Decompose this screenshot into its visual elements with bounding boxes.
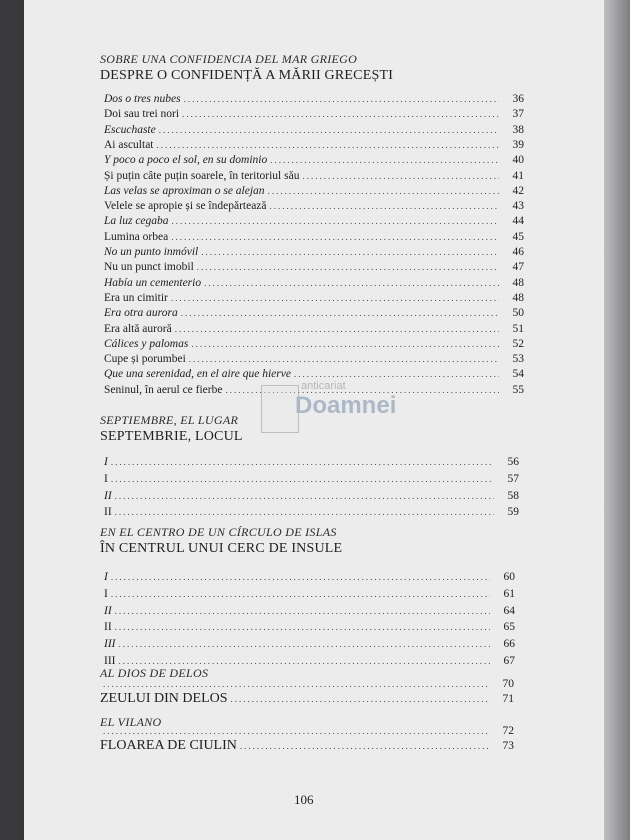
toc-entry [104, 337, 524, 351]
toc-entry-label: Nu un punct imobil [104, 261, 194, 274]
toc-entry [104, 184, 524, 198]
toc-entry [104, 92, 524, 106]
toc-entry-page: 72 [502, 725, 514, 737]
toc-entry [104, 637, 515, 651]
toc-entry [104, 199, 524, 213]
toc-entry-label: II [104, 506, 112, 519]
leader-dots [111, 570, 490, 584]
leader-dots [175, 322, 499, 336]
toc-entry [104, 352, 524, 366]
toc-entry [104, 455, 519, 469]
toc-entry [100, 739, 514, 753]
leader-dots [115, 489, 494, 503]
toc-entry-label: Dos o tres nubes [104, 93, 181, 105]
leader-dots [181, 306, 499, 320]
toc-entry [100, 677, 514, 691]
toc-entry-page: 66 [503, 638, 515, 651]
toc-entry-page: 47 [512, 261, 524, 274]
toc-entry-label: Velele se apropie și se îndepărtează [104, 200, 267, 213]
leader-dots [184, 92, 499, 106]
toc-entry [100, 692, 514, 706]
toc-entry-page: 42 [512, 184, 524, 197]
toc-entry [104, 322, 524, 336]
toc-entry-label: III [104, 638, 116, 651]
toc-entry [104, 107, 524, 121]
leader-dots [111, 455, 494, 469]
toc-entry-page: 52 [512, 337, 524, 350]
toc-entry-page: 64 [503, 604, 515, 617]
toc-entry-page: 48 [512, 276, 524, 289]
toc-entry-label: I [104, 456, 108, 468]
toc-entry [104, 245, 524, 259]
toc-entry-page: 70 [502, 678, 514, 690]
toc-entry [104, 123, 524, 137]
toc-entry-label: Las velas se aproximan o se alejan [104, 184, 265, 197]
toc-entry-page: 58 [507, 489, 519, 502]
toc-entry-page: 57 [507, 472, 519, 485]
leader-dots [182, 107, 499, 121]
toc-entry-page: 71 [502, 693, 514, 706]
watermark-text-main: Doamnei [295, 392, 397, 419]
toc-entry-label: Lumina orbea [104, 230, 169, 243]
toc-entry-label: Ai ascultat [104, 138, 154, 151]
leader-dots [240, 739, 489, 753]
section-title-spanish: AL DIOS DE DELOS [100, 666, 209, 680]
books-icon [261, 385, 299, 433]
toc-entry-page: 56 [507, 456, 519, 468]
toc-entry-label: I [104, 472, 108, 485]
toc-entry [104, 276, 524, 290]
leader-dots [191, 337, 499, 351]
toc-entry [104, 138, 524, 152]
leader-dots [171, 291, 499, 305]
toc-entry-label: Cupe și porumbei [104, 353, 186, 366]
toc-entry-label: Escuchaste [104, 123, 156, 136]
toc-entry [104, 169, 524, 183]
leader-dots [231, 692, 489, 706]
leader-dots [111, 587, 490, 601]
watermark-text-top: anticariat [301, 380, 346, 392]
toc-entry-page: 37 [512, 108, 524, 121]
toc-entry [104, 604, 515, 618]
toc-entry [104, 472, 519, 486]
section-title-spanish: SEPTIEMBRE, EL LUGAR [100, 413, 239, 427]
section-title-spanish: EL VILANO [100, 715, 162, 729]
book-page [24, 0, 604, 840]
toc-entry-page: 45 [512, 230, 524, 243]
toc-entry-label: Cálices y palomas [104, 337, 189, 350]
toc-entry-label: Era altă auroră [104, 322, 172, 335]
leader-dots [268, 184, 499, 198]
leader-dots [189, 352, 499, 366]
leader-dots [270, 199, 499, 213]
section-title-romanian: SEPTEMBRIE, LOCUL [100, 429, 243, 444]
toc-entry [104, 230, 524, 244]
toc-entry-page: 44 [512, 215, 524, 228]
toc-entry-label: Que una serenidad, en el aire que hierve [104, 368, 291, 381]
leader-dots [119, 637, 491, 651]
toc-entry [104, 214, 524, 228]
toc-entry-label: Era otra aurora [104, 307, 178, 320]
toc-entry [104, 505, 519, 519]
toc-entry [104, 489, 519, 503]
section-title-romanian: DESPRE O CONFIDENȚĂ A MĂRII GRECEȘTI [100, 68, 394, 83]
toc-section-3 [100, 525, 342, 557]
toc-entry-label: II [104, 604, 112, 617]
toc-entry-label: ZEULUI DIN DELOS [100, 691, 228, 707]
toc-entry-page: 41 [512, 169, 524, 182]
leader-dots [115, 505, 494, 519]
leader-dots [111, 472, 494, 486]
toc-entry-label: La luz cegaba [104, 215, 169, 228]
toc-entry-page: 39 [512, 138, 524, 151]
toc-entry-label: II [104, 489, 112, 502]
toc-entry-page: 43 [512, 200, 524, 213]
leader-dots [171, 230, 499, 244]
toc-section-1 [100, 52, 393, 84]
toc-entry-page: 38 [512, 123, 524, 136]
watermark-logo [261, 380, 431, 430]
toc-entry-page: 65 [503, 621, 515, 634]
toc-entry-page: 48 [512, 291, 524, 304]
section-title-spanish: SOBRE UNA CONFIDENCIA DEL MAR GRIEGO [100, 52, 358, 66]
leader-dots [159, 123, 499, 137]
leader-dots [302, 169, 499, 183]
toc-entry-page: 55 [512, 383, 524, 396]
section-title-spanish: EN EL CENTRO DE UN CÍRCULO DE ISLAS [100, 525, 337, 539]
toc-entry-page: 59 [507, 506, 519, 519]
toc-entry [104, 260, 524, 274]
toc-entry-page: 73 [502, 740, 514, 753]
toc-entry-page: 46 [512, 246, 524, 258]
toc-section-2 [100, 413, 243, 445]
toc-entry-label: Era un cimitir [104, 291, 168, 304]
toc-entry-page: 67 [503, 655, 515, 667]
toc-entry-label: I [104, 571, 108, 583]
leader-dots [172, 214, 499, 228]
leader-dots [103, 677, 489, 691]
section-title-romanian: ÎN CENTRUL UNUI CERC DE INSULE [100, 541, 343, 556]
toc-entry-label: II [104, 621, 112, 634]
toc-entry-page: 53 [512, 353, 524, 366]
leader-dots [201, 245, 499, 259]
toc-entry-page: 60 [503, 571, 515, 583]
leader-dots [115, 604, 490, 618]
book-page-edge [604, 0, 630, 840]
page-number: 106 [294, 792, 314, 807]
toc-entry-page: 40 [512, 154, 524, 167]
toc-entry-label: No un punto inmóvil [104, 246, 199, 258]
leader-dots [204, 276, 499, 290]
toc-entry-page: 50 [512, 307, 524, 320]
leader-dots [157, 138, 500, 152]
toc-entry [104, 306, 524, 320]
toc-entry-page: 54 [512, 368, 524, 381]
leader-dots [197, 260, 499, 274]
toc-entry-label: Și puțin câte puțin soarele, în teritoriul său [104, 169, 300, 182]
toc-entry-label: Y poco a poco el sol, en su dominio [104, 154, 268, 167]
toc-entry-label: Seninul, în aerul ce fierbe [104, 383, 223, 396]
leader-dots [270, 153, 499, 167]
toc-entry-label: III [104, 655, 116, 667]
toc-entry [104, 291, 524, 305]
toc-entry-page: 61 [503, 587, 515, 600]
toc-entry [100, 724, 514, 738]
toc-entry [104, 153, 524, 167]
toc-entry-page: 51 [512, 322, 524, 335]
leader-dots [115, 620, 490, 634]
toc-entry-page: 36 [512, 93, 524, 105]
toc-entry-label: I [104, 587, 108, 600]
toc-entry-label: Doi sau trei nori [104, 108, 180, 121]
toc-entry-label: Había un cementerio [104, 276, 202, 289]
toc-entry [104, 587, 515, 601]
leader-dots [103, 724, 489, 738]
toc-entry [104, 570, 515, 584]
toc-entry [104, 620, 515, 634]
toc-entry-label: FLOAREA DE CIULIN [100, 738, 237, 754]
